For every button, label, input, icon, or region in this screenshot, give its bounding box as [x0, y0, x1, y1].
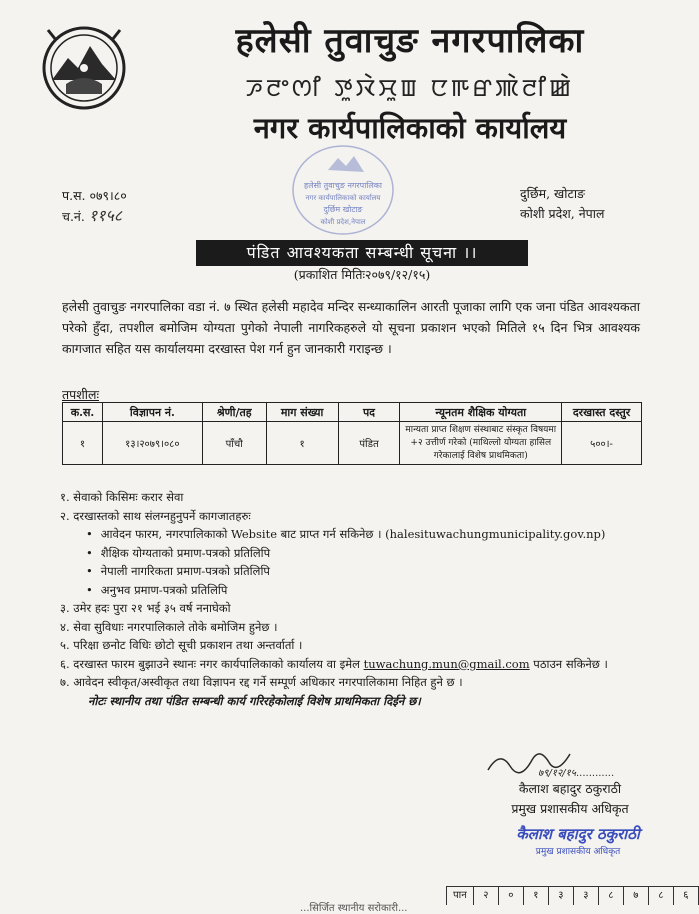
- nepal-emblem-icon: [38, 22, 130, 114]
- list-item: ६. दरखास्त फारम बुझाउने स्थानः नगर कार्यपालिकाको कार्यालय वा इमेल tuwachung.mun@gmail.com पठाउन सकिनेछ ।: [60, 656, 608, 671]
- reference-numbers: [62, 186, 127, 227]
- footer-text: ...सिर्जित स्थानीय सरोकारी...: [300, 903, 408, 914]
- list-item: ७. आवेदन स्वीकृत/अस्वीकृत तथा विज्ञापन रद्द गर्ने सम्पूर्ण अधिकार नगरपालिकामा निहित हुने छ ।: [60, 675, 463, 689]
- svg-text:हलेसी तुवाचुङ नगरपालिका: हलेसी तुवाचुङ नगरपालिका: [303, 181, 383, 190]
- signatory-title: प्रमुख प्रशासकीय अधिकृत: [511, 801, 629, 816]
- municipality-title: हलेसी तुवाचुङ नगरपालिका: [235, 21, 585, 61]
- details-label: तपशीलः: [62, 387, 99, 402]
- col-qualification: न्यूनतम शैक्षिक योग्यता: [400, 403, 562, 422]
- col-fee: दरखास्त दस्तुर: [562, 403, 642, 422]
- svg-text:दुर्छिम खोटाङ: दुर्छिम खोटाङ: [323, 205, 363, 214]
- municipality-title-script: ꯍꯂꯦꯁꯤ ꯇꯨꯋꯥꯆꯨꯡ ꯅꯒꯔꯄꯥꯂꯤꯀꯥ: [245, 74, 575, 102]
- cha-na: च.नं. ११५८: [62, 206, 123, 225]
- table-row: १ १३।२०७९।०८० पाँचौ १ पंडित मान्यता प्राप्त शिक्षण संस्थाबाट संस्कृत विषयमा +२ उत्तीर्ण गरेको (माथिल्लो योग्यता हासिल गरेकालाई विशेष प्राथमिकता) ५००।-: [63, 422, 642, 465]
- signature-scrawl: [480, 740, 640, 780]
- svg-text:कोशी प्रदेश,नेपाल: कोशी प्रदेश,नेपाल: [320, 218, 366, 226]
- vacancy-table: [62, 402, 642, 465]
- notice-title: पंडित आवश्यकता सम्बन्धी सूचना ।।: [196, 240, 528, 266]
- cha-na-value: ११५८: [88, 206, 123, 225]
- address-line-1: दुर्छिम, खोटाङ: [520, 186, 586, 201]
- page-number-strip: पान २ ० १ ३ ३ ८ ७ ८ ६: [446, 886, 699, 905]
- col-demand: माग संख्या: [266, 403, 338, 422]
- svg-text:............: ............: [576, 768, 615, 779]
- svg-text:नगर कार्यपालिकाको कार्यालय: नगर कार्यपालिकाको कार्यालय: [305, 194, 381, 202]
- notice-body: हलेसी तुवाचुङ नगरपालिका वडा नं. ७ स्थित हलेसी महादेव मन्दिर सन्ध्याकालिन आरती पूजाका लागि एक जना पंडित आवश्यकता परेको हुँदा, तपशील बमोजिम योग्यता पुगेको नेपाली नागरिकहरुले यो सूचना प्रकाशन भएको मितिले १५ दिन भित्र आवश्यक कागजात सहित यस कार्यालयमा दरखास्त पेश गर्न हुन जानकारी गराइन्छ ।: [62, 299, 640, 356]
- office-seal: [288, 140, 398, 240]
- svg-text:७९/१२/१५: ७९/१२/१५: [538, 768, 576, 779]
- address-block: [520, 184, 605, 224]
- list-subitem: • अनुभव प्रमाण-पत्रको प्रतिलिपि: [60, 581, 660, 600]
- website-link[interactable]: (halesituwachungmunicipality.gov.np): [385, 527, 606, 541]
- col-level: श्रेणी/तह: [202, 403, 266, 422]
- col-sn: क.स.: [63, 403, 103, 422]
- list-subitem: • आवेदन फारम, नगरपालिकाको Website बाट प्राप्त गर्न सकिनेछ । (halesituwachungmunicipality.gov.np): [60, 525, 660, 544]
- note: नोटः स्थानीय तथा पंडित सम्बन्धी कार्य गरिरहेकोलाई विशेष प्राथमिकता दिईने छ।: [88, 693, 421, 708]
- list-item: २. दरखास्तको साथ संलग्नहुनुपर्ने कागजातहरुः: [60, 508, 251, 523]
- col-post: पद: [338, 403, 400, 422]
- email-link[interactable]: tuwachung.mun@gmail.com: [363, 656, 530, 671]
- list-subitem: • नेपाली नागरिकता प्रमाण-पत्रको प्रतिलिपि: [60, 562, 660, 581]
- office-title: नगर कार्यपालिकाको कार्यालय: [253, 111, 567, 145]
- list-subitem: • शैक्षिक योग्यताको प्रमाण-पत्रको प्रतिलिपि: [60, 544, 660, 563]
- conditions-list: [60, 488, 660, 710]
- list-item: ५. परिक्षा छनोट विधिः छोटो सूची प्रकाशन तथा अन्तर्वार्ता ।: [60, 638, 303, 652]
- signatory-name: कैलाश बहादुर ठकुराठी: [518, 781, 622, 796]
- address-line-2: कोशी प्रदेश, नेपाल: [520, 206, 605, 221]
- table-header-row: [63, 403, 642, 422]
- list-item: ३. उमेर हदः पुरा २१ भई ३५ वर्ष ननाघेको: [60, 601, 231, 615]
- list-item: ४. सेवा सुविधाः नगरपालिकाले तोके बमोजिम हुनेछ ।: [60, 619, 278, 634]
- signatory-stamp: कैलाश बहादुर ठकुराठी प्रमुख प्रशासकीय अधिकृत: [516, 825, 640, 857]
- published-date: (प्रकाशित मितिः२०७९/१२/१५): [293, 267, 431, 282]
- col-advert-no: विज्ञापन नं.: [102, 403, 202, 422]
- pa-sa: प.स. ०७९।८०: [62, 188, 127, 203]
- signatory: [480, 779, 660, 819]
- list-item: १. सेवाको किसिमः करार सेवा: [60, 490, 184, 504]
